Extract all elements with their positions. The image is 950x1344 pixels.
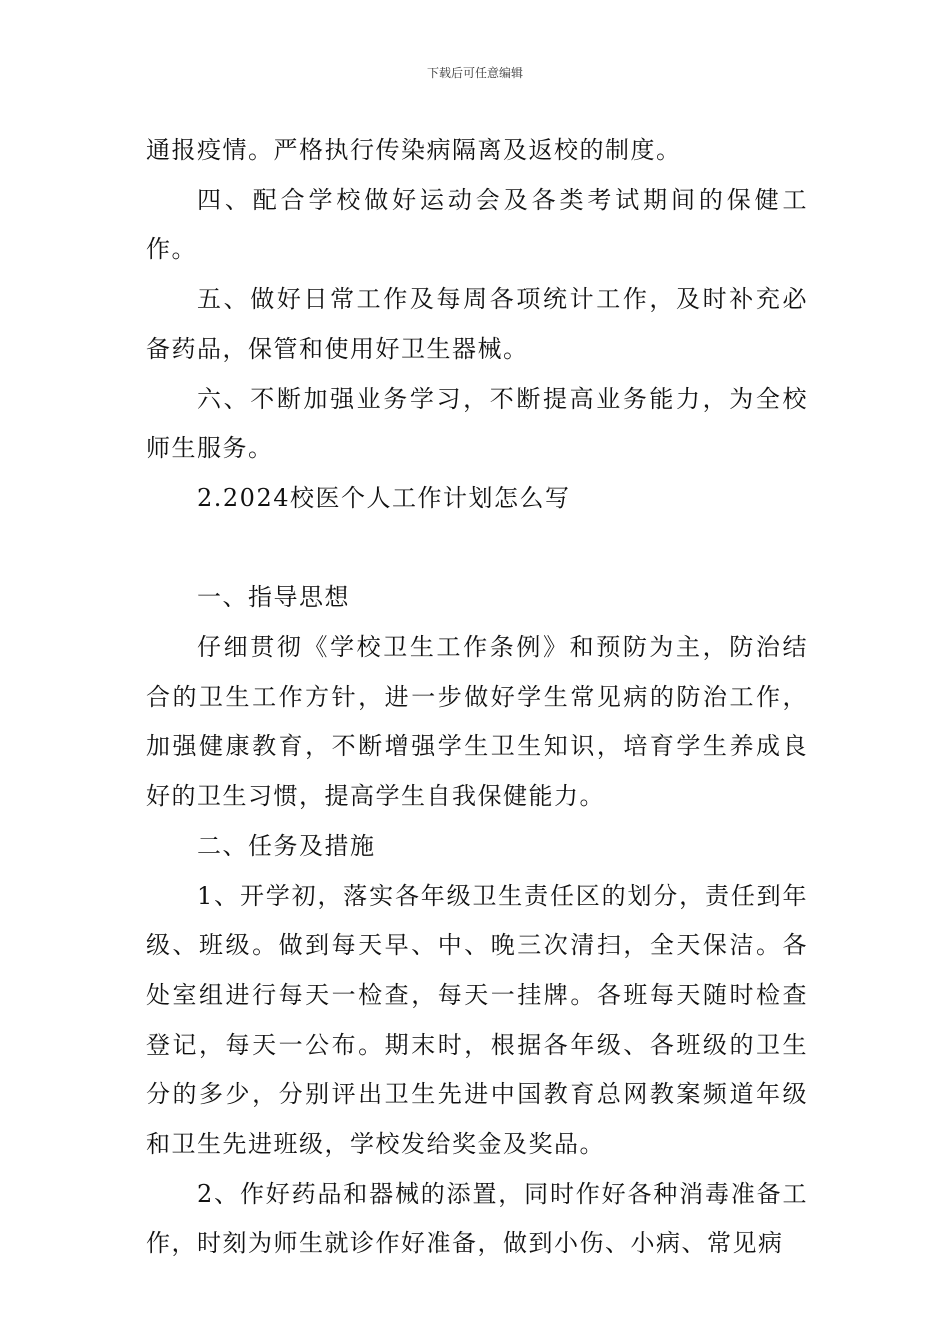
paragraph-item-4: 四、配合学校做好运动会及各类考试期间的保健工作。 xyxy=(146,185,808,264)
paragraph-continuation: 通报疫情。严格执行传染病隔离及返校的制度。 xyxy=(146,136,682,164)
paragraph-task-2: 2、作好药品和器械的添置，同时作好各种消毒准备工作，时刻为师生就诊作好准备，做到小伤、小病、常见病 xyxy=(146,1179,808,1258)
blank-line xyxy=(146,524,808,574)
paragraph-item-5: 五、做好日常工作及每周各项统计工作，及时补充必备药品，保管和使用好卫生器械。 xyxy=(146,285,808,363)
paragraph-task-1: 1、开学初，落实各年级卫生责任区的划分，责任到年级、班级。做到每天早、中、晚三次清扫，全天保洁。各处室组进行每天一检查，每天一挂牌。各班每天随时检查登记，每天一公布。期末时，根据各年级、各班级的卫生分的多少，分别评出卫生先进中国教育总网教案频道年级和卫生先进班级，学校发给奖金及奖品。 xyxy=(146,881,808,1159)
page-header-note: 下载后可任意编辑 xyxy=(426,66,523,80)
paragraph-guiding-thought: 仔细贯彻《学校卫生工作条例》和预防为主，防治结合的卫生工作方针，进一步做好学生常见病的防治工作，加强健康教育，不断增强学生卫生知识，培育学生养成良好的卫生习惯，提高学生自我保健能力。 xyxy=(146,633,808,811)
section-title: 2.2024校医个人工作计划怎么写 xyxy=(197,483,571,512)
heading-tasks-measures: 二、任务及措施 xyxy=(197,831,376,860)
paragraph-item-6: 六、不断加强业务学习，不断提高业务能力，为全校师生服务。 xyxy=(146,384,808,463)
heading-guiding-thought: 一、指导思想 xyxy=(197,583,350,612)
document-body xyxy=(146,126,808,1269)
